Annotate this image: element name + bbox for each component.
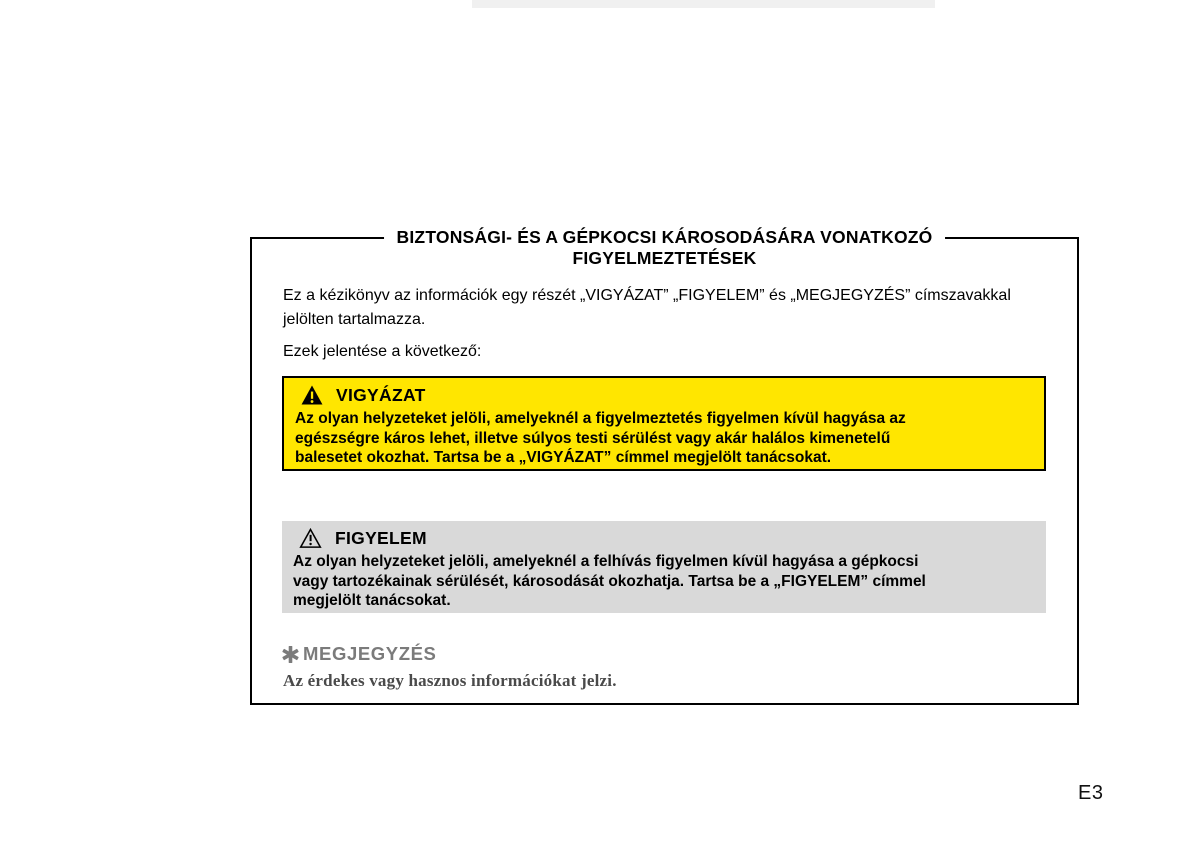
caution-header [299, 528, 1035, 548]
note-section [281, 643, 617, 691]
page-number: E3 [1078, 782, 1104, 804]
warning-triangle-outline-icon [299, 528, 322, 548]
intro-line: Ez a kézikönyv az információk egy részét „VIGYÁZAT” „FIGYELEM” és „MEGJEGYZÉS” címszavakkal [283, 287, 1011, 304]
caution-box [282, 521, 1046, 613]
warning-box [282, 376, 1046, 471]
warning-line: Az olyan helyzeteket jelöli, amelyeknél a figyelmeztetés figyelmen kívül hagyása az [295, 410, 906, 427]
page-top-strip [472, 0, 935, 8]
warning-triangle-filled-icon [301, 385, 323, 405]
warning-label: VIGYÁZAT [336, 384, 426, 405]
notice-title-line2: FIGYELMEZTETÉSEK [572, 248, 757, 268]
caution-text [293, 552, 1035, 611]
caution-label: FIGYELEM [335, 527, 427, 548]
asterisk-icon [281, 645, 300, 664]
intro-line: jelölten tartalmazza. [283, 310, 426, 328]
note-label: MEGJEGYZÉS [303, 643, 437, 664]
warning-header [301, 385, 1033, 405]
caution-line: vagy tartozékainak sérülését, károsodását okozhatja. Tartsa be a „FIGYELEM” címmel [293, 572, 926, 590]
intro-line: Ezek jelentése a következő: [283, 343, 482, 360]
caution-line: megjelölt tanácsokat. [293, 592, 451, 610]
warning-text [295, 409, 1033, 468]
notice-intro [283, 284, 1011, 364]
note-text: Az érdekes vagy hasznos információkat jelzi. [283, 671, 617, 690]
warning-line: egészségre káros lehet, illetve súlyos testi sérülést vagy akár halálos kimenetelű [295, 429, 891, 447]
safety-notice-box [250, 227, 1079, 705]
warning-line: balesetet okozhat. Tartsa be a „VIGYÁZAT” címmel megjelölt tanácsokat. [295, 449, 832, 467]
note-header [281, 643, 617, 665]
notice-title-line1: BIZTONSÁGI- ÉS A GÉPKOCSI KÁROSODÁSÁRA VONATKOZÓ [384, 227, 946, 248]
caution-line: Az olyan helyzeteket jelöli, amelyeknél a felhívás figyelmen kívül hagyása a gépkocsi [293, 553, 919, 570]
